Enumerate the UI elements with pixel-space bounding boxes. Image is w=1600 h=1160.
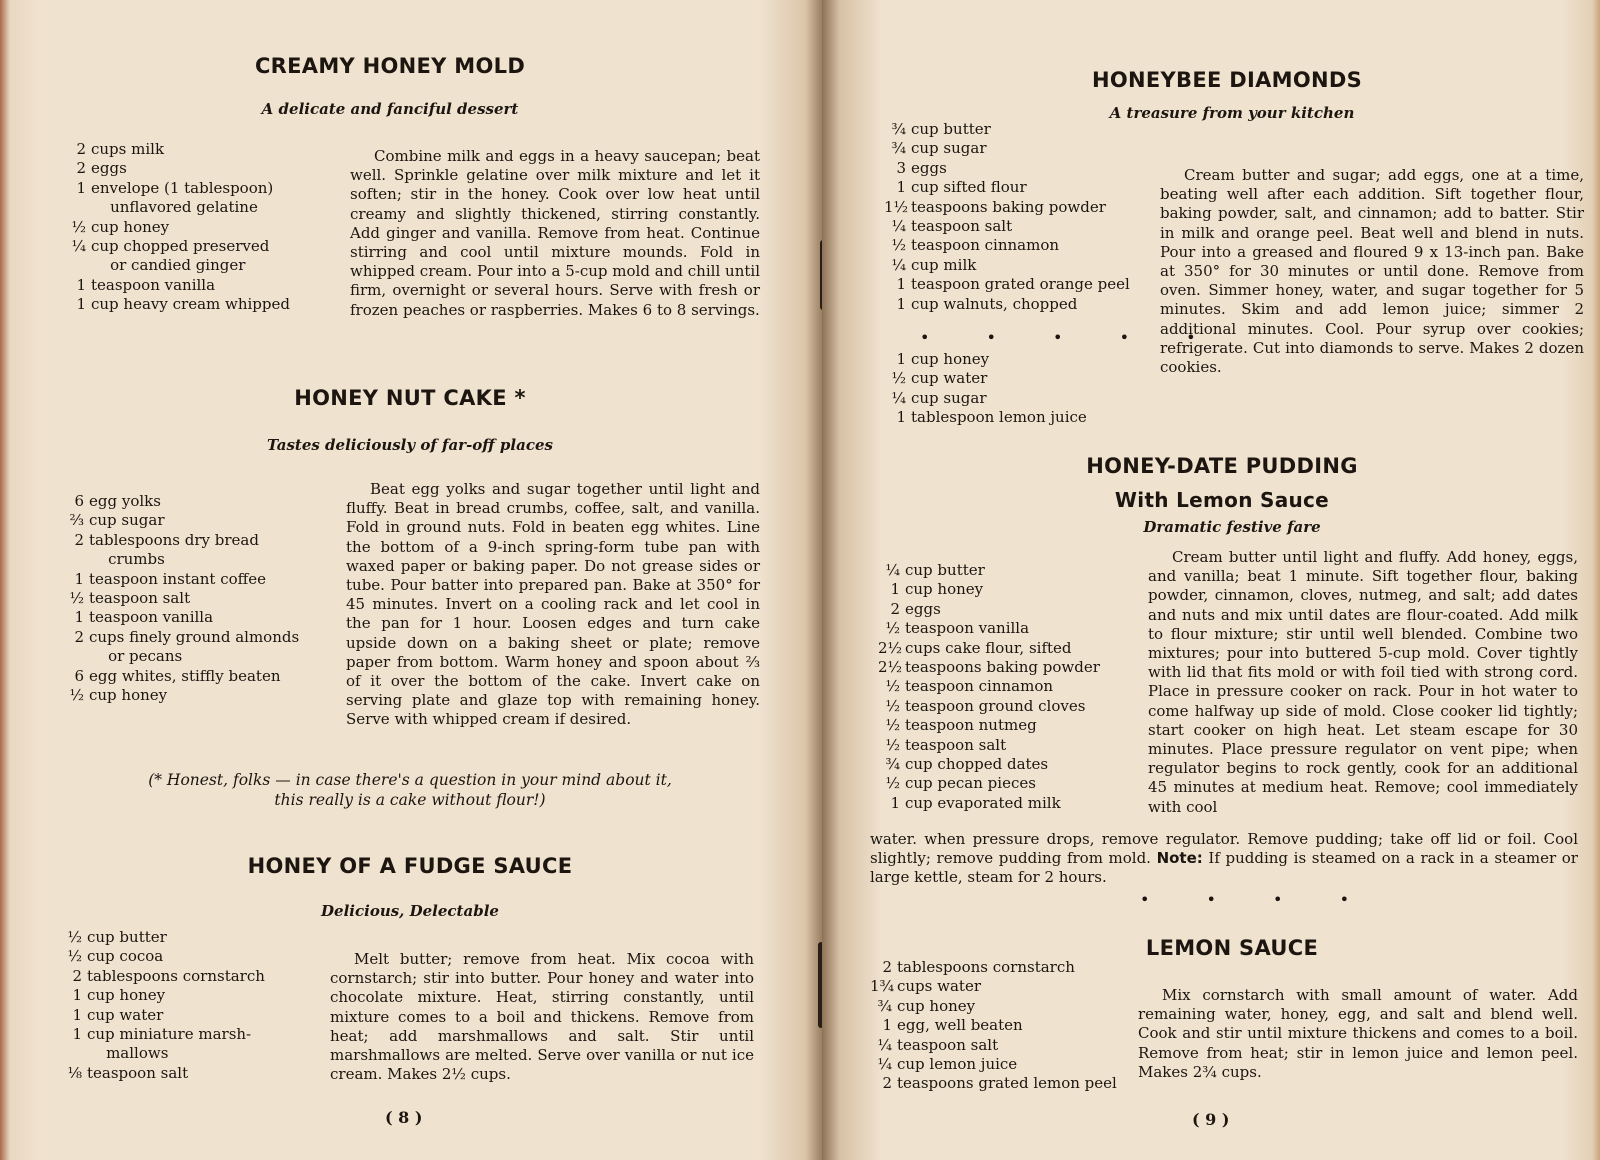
ingredient-quantity: ½ — [885, 774, 900, 793]
ingredient-quantity: 1¾ — [870, 977, 895, 996]
ingredient-quantity: 2½ — [878, 658, 903, 677]
recipe-directions: Cream butter until light and fluffy. Add honey, eggs, and vanilla; beat 1 minute. Sift together flour, baking powder, cinnamon, cloves, nutmeg, and salt; add dates and nuts and mix until dates are flour-coated. Add milk to flour mixture; stir until well blended. Combine two mixtures; pour into buttered 5-cup mold. Cover tightly with lid that fits mold or with foil tied with strong cord. Place in pressure cooker on rack. Pour in hot water to come halfway up side of mold. Close cooker lid tightly; start cooker on high heat. Let steam escape for 30 minutes. Place pressure regulator on vent pipe; when regulator begins to rock gently, cook for an additional 45 minutes at medium heat. Remove; cool immediately with cool — [1148, 548, 1578, 816]
ingredient-quantity: ¾ — [885, 755, 900, 774]
ingredient-text: cup cocoa — [87, 947, 164, 966]
ingredient-quantity: 1½ — [884, 197, 909, 216]
ingredient-item — [62, 570, 299, 589]
ingredient-list — [62, 492, 299, 705]
ingredient-quantity: 2 — [882, 958, 892, 976]
ingredient-quantity: ¼ — [885, 561, 900, 579]
ingredient-quantity: ½ — [885, 735, 900, 754]
ingredient-quantity: 1 — [76, 275, 86, 294]
ingredient-item — [870, 1016, 1117, 1035]
ingredient-text: cup honey — [87, 986, 166, 1005]
recipe-directions: Cream butter and sugar; add eggs, one at a time, beating well after each addition. Sift together flour, baking powder, salt, and cinnamon; add to batter. Stir in milk and orange peel. Beat well and blend in nuts. Pour into a greased and floured 9 x 13-inch pan. Bake at 350° for 30 minutes or until done. Remove from oven. Simmer honey, water, and sugar together for 5 minutes. Skim and add lemon juice; simmer 2 additional minutes. Cool. Pour syrup over cookies; refrigerate. Cut into diamonds to serve. Makes 2 dozen cookies. — [1160, 166, 1584, 377]
ingredient-text: tablespoons dry bread crumbs — [89, 530, 259, 569]
ingredient-list — [64, 140, 290, 315]
ingredient-list — [60, 928, 265, 1083]
ingredient-text: tablespoon lemon juice — [911, 408, 1087, 427]
ingredient-item — [884, 120, 1130, 139]
ingredient-text: teaspoon vanilla — [905, 619, 1030, 638]
recipe-directions: Beat egg yolks and sugar together until light and fluffy. Beat in bread crumbs, coffee, salt, and vanilla. Fold in ground nuts. Fold in beaten egg whites. Line the bottom of a 9-inch spring-form tube pan with waxed paper or baking paper. Do not grease sides or tube. Pour batter into prepared pan. Bake at 350° for 45 minutes. Invert on a cooling rack and let cool in the pan for 1 hour. Loosen edges and turn cake upside down on a baking sheet or plate; remove paper from bottom. Warm honey and spoon about ⅔ of it over the bottom of the cake. Invert cake on serving plate and glaze top with remaining honey. Serve with whipped cream if desired. — [346, 480, 760, 729]
ingredient-item — [62, 628, 299, 667]
ingredient-item — [878, 561, 1100, 580]
ingredient-text: teaspoon vanilla — [91, 275, 216, 294]
separator-dots: • • • • — [1140, 890, 1376, 909]
ingredient-text: cups finely ground almonds or pecans — [89, 627, 300, 666]
ingredient-text: cups cake flour, sifted — [905, 638, 1072, 657]
ingredient-item — [884, 275, 1130, 294]
ingredient-item — [878, 658, 1100, 677]
ingredient-item — [60, 967, 265, 986]
ingredient-item — [878, 600, 1100, 619]
ingredient-quantity: ¼ — [891, 255, 906, 274]
ingredient-item — [870, 1036, 1117, 1055]
recipe-subtitle: A treasure from your kitchen — [1109, 104, 1355, 122]
ingredient-text: teaspoon ground cloves — [905, 696, 1086, 715]
ingredient-text: cup water — [911, 369, 988, 388]
ingredient-text: tablespoons cornstarch — [897, 958, 1075, 976]
ingredient-item — [62, 589, 299, 608]
ingredient-quantity: ⅛ — [67, 1063, 82, 1082]
ingredient-quantity: 3 — [896, 158, 906, 177]
ingredient-list — [884, 350, 1087, 428]
ingredient-quantity: 6 — [74, 666, 84, 685]
ingredient-quantity: 2 — [72, 966, 82, 985]
ingredient-item — [878, 619, 1100, 638]
ingredient-item — [884, 139, 1130, 158]
ingredient-item — [62, 667, 299, 686]
ingredient-quantity: 2 — [76, 140, 86, 158]
ingredient-quantity: ½ — [885, 619, 900, 638]
directions-text: water. when pressure drops, remove regulator. Remove pudding; take off lid or foil. Cool slightly; remove pudding from mold. — [870, 830, 1578, 868]
recipe-title: LEMON SAUCE — [1145, 936, 1319, 960]
ingredient-item — [870, 1055, 1117, 1074]
ingredient-text: teaspoon salt — [89, 589, 191, 608]
ingredient-item — [878, 755, 1100, 774]
ingredient-quantity: 2 — [76, 159, 86, 178]
ingredient-item — [64, 237, 290, 276]
recipe-title-secondary: With Lemon Sauce — [1114, 488, 1330, 512]
ingredient-text: eggs — [905, 599, 941, 618]
ingredient-text: cup butter — [911, 120, 991, 138]
ingredient-text: teaspoon grated orange peel — [911, 275, 1130, 294]
ingredient-item — [884, 236, 1130, 255]
ingredient-item — [62, 492, 299, 511]
ingredient-text: cup sugar — [89, 511, 165, 530]
recipe-subtitle: Dramatic festive fare — [1143, 518, 1321, 536]
ingredient-quantity: ½ — [69, 589, 84, 608]
ingredient-item — [884, 389, 1087, 408]
ingredient-quantity: ½ — [71, 217, 86, 236]
ingredient-quantity: ¼ — [71, 237, 86, 256]
ingredient-quantity: ½ — [69, 686, 84, 705]
ingredient-text: teaspoon cinnamon — [905, 677, 1054, 696]
ingredient-item — [60, 947, 265, 966]
ingredient-text: cup honey — [905, 580, 984, 599]
ingredient-item — [62, 511, 299, 530]
directions-text: If pudding is steamed on a rack in a steamer or large kettle, steam for 2 hours. — [870, 849, 1578, 887]
ingredient-text: eggs — [911, 158, 947, 177]
ingredient-quantity: ¼ — [877, 1035, 892, 1054]
ingredient-quantity: 2 — [882, 1074, 892, 1093]
ingredient-item — [60, 1064, 265, 1083]
ingredient-item — [870, 997, 1117, 1016]
ingredient-quantity: ¼ — [891, 217, 906, 236]
ingredient-text: cup heavy cream whipped — [91, 295, 290, 314]
recipe-title: HONEY-DATE PUDDING — [1086, 454, 1358, 478]
ingredient-text: cup sugar — [911, 139, 987, 158]
page-number: ( 8 ) — [385, 1108, 423, 1127]
ingredient-quantity: 1 — [896, 350, 906, 368]
ingredient-quantity: ¼ — [891, 388, 906, 407]
ingredient-text: cup sugar — [911, 388, 987, 407]
ingredient-quantity: 2 — [74, 530, 84, 549]
ingredient-quantity: 1 — [896, 275, 906, 294]
ingredient-text: teaspoon salt — [87, 1063, 189, 1082]
ingredient-text: cup miniature marsh- mallows — [87, 1025, 252, 1063]
ingredient-list — [870, 958, 1117, 1094]
ingredient-quantity: 1 — [896, 408, 906, 427]
ingredient-quantity: 1 — [76, 295, 86, 314]
ingredient-text: cup water — [87, 1005, 164, 1024]
recipe-directions: Mix cornstarch with small amount of water. Add remaining water, honey, egg, and salt and blend well. Cook and stir until mixture thickens and comes to a boil. Remove from heat; stir in lemon juice and lemon peel. Makes 2¾ cups. — [1138, 986, 1578, 1081]
ingredient-quantity: ½ — [885, 716, 900, 735]
right-page — [822, 0, 1600, 1160]
ingredient-list — [884, 120, 1130, 314]
ingredient-text: cup butter — [905, 561, 985, 579]
ingredient-quantity: 1 — [882, 1016, 892, 1035]
ingredient-quantity: ½ — [67, 928, 82, 946]
ingredient-quantity: ¾ — [891, 120, 906, 138]
ingredient-item — [884, 350, 1087, 369]
ingredient-list — [878, 561, 1100, 813]
separator-dots: • • • • • — [920, 328, 1222, 347]
ingredient-text: cups milk — [91, 140, 165, 158]
page-number: ( 9 ) — [1192, 1110, 1230, 1129]
ingredient-quantity: ¾ — [891, 139, 906, 158]
recipe-directions: Melt butter; remove from heat. Mix cocoa with cornstarch; stir into butter. Pour honey and water into chocolate mixture. Heat, stirring constantly, until mixture comes to a boil and thickens. Remove from heat; add marshmallows and salt. Stir until marshmallows are melted. Serve over vanilla or nut ice cream. Makes 2½ cups. — [330, 950, 754, 1084]
ingredient-quantity: 1 — [74, 569, 84, 588]
ingredient-item — [878, 697, 1100, 716]
ingredient-text: cup walnuts, chopped — [911, 294, 1078, 313]
ingredient-text: teaspoons baking powder — [911, 197, 1106, 216]
ingredient-item — [60, 928, 265, 947]
ingredient-item — [878, 716, 1100, 735]
ingredient-quantity: ½ — [67, 947, 82, 966]
ingredient-item — [884, 408, 1087, 427]
ingredient-text: teaspoon cinnamon — [911, 236, 1060, 255]
ingredient-text: teaspoon instant coffee — [89, 569, 267, 588]
ingredient-text: teaspoon salt — [905, 735, 1007, 754]
ingredient-text: cup chopped preserved or candied ginger — [91, 237, 270, 275]
ingredient-quantity: 1 — [72, 1005, 82, 1024]
ingredient-text: egg whites, stiffly beaten — [89, 666, 281, 685]
ingredient-quantity: 1 — [74, 608, 84, 627]
ingredient-item — [64, 276, 290, 295]
ingredient-item — [878, 580, 1100, 599]
ingredient-text: cup butter — [87, 928, 167, 946]
ingredient-text: egg, well beaten — [897, 1016, 1023, 1035]
ingredient-quantity: ½ — [891, 236, 906, 255]
ingredient-quantity: ½ — [891, 369, 906, 388]
ingredient-quantity: 1 — [890, 793, 900, 812]
ingredient-text: cup evaporated milk — [905, 793, 1061, 812]
ingredient-item — [60, 1006, 265, 1025]
ingredient-text: teaspoons baking powder — [905, 658, 1100, 677]
ingredient-quantity: 2 — [890, 599, 900, 618]
ingredient-quantity: ⅔ — [69, 511, 84, 530]
ingredient-text: envelope (1 tablespoon) unflavored gelatine — [91, 178, 274, 217]
ingredient-text: teaspoon nutmeg — [905, 716, 1037, 735]
ingredient-text: teaspoon salt — [897, 1035, 999, 1054]
ingredient-item — [878, 794, 1100, 813]
ingredient-text: teaspoons grated lemon peel — [897, 1074, 1117, 1093]
recipe-directions-continued — [870, 830, 1578, 888]
ingredient-item — [870, 958, 1117, 977]
recipe-directions: Combine milk and eggs in a heavy saucepan; beat well. Sprinkle gelatine over milk mixture and let it soften; stir in the honey. Cook over low heat until creamy and slightly thickened, stirring constantly. Add ginger and vanilla. Remove from heat. Continue stirring and cool until mixture mounds. Fold in whipped cream. Pour into a 5-cup mold and chill until firm, overnight or several hours. Serve with fresh or frozen peaches or raspberries. Makes 6 to 8 servings. — [350, 147, 760, 319]
ingredient-item — [884, 295, 1130, 314]
ingredient-item — [64, 179, 290, 218]
ingredient-item — [884, 159, 1130, 178]
recipe-title: HONEYBEE DIAMONDS — [1091, 68, 1363, 92]
ingredient-quantity: 6 — [74, 492, 84, 510]
ingredient-quantity: 2½ — [878, 638, 903, 657]
ingredient-text: cup honey — [91, 217, 170, 236]
ingredient-text: tablespoons cornstarch — [87, 966, 265, 985]
footnote: (* Honest, folks — in case there's a question in your mind about it, — [148, 771, 672, 789]
ingredient-quantity: 1 — [896, 294, 906, 313]
ingredient-item — [62, 686, 299, 705]
recipe-subtitle: A delicate and fanciful dessert — [261, 100, 519, 118]
ingredient-text: cup honey — [911, 350, 990, 368]
ingredient-text: cup milk — [911, 255, 977, 274]
ingredient-item — [878, 639, 1100, 658]
ingredient-item — [60, 986, 265, 1005]
ingredient-quantity: ¾ — [877, 996, 892, 1015]
note-label: Note: — [1156, 849, 1203, 868]
recipe-title: HONEY OF A FUDGE SAUCE — [247, 854, 573, 878]
ingredient-quantity: 1 — [72, 1025, 82, 1044]
footnote: this really is a cake without flour!) — [274, 791, 546, 809]
ingredient-text: cup chopped dates — [905, 755, 1049, 774]
ingredient-quantity: 2 — [74, 627, 84, 646]
ingredient-item — [878, 774, 1100, 793]
ingredient-quantity: 1 — [896, 178, 906, 197]
recipe-title: CREAMY HONEY MOLD — [254, 54, 526, 78]
ingredient-quantity: ½ — [885, 677, 900, 696]
ingredient-item — [884, 217, 1130, 236]
ingredient-quantity: 1 — [76, 178, 86, 197]
recipe-subtitle: Delicious, Delectable — [321, 902, 499, 920]
ingredient-text: cup sifted flour — [911, 178, 1027, 197]
ingredient-item — [62, 531, 299, 570]
ingredient-text: cup pecan pieces — [905, 774, 1036, 793]
ingredient-quantity: 1 — [890, 580, 900, 599]
recipe-subtitle: Tastes deliciously of far-off places — [267, 436, 553, 454]
ingredient-text: cup lemon juice — [897, 1055, 1018, 1074]
ingredient-item — [64, 159, 290, 178]
ingredient-item — [62, 608, 299, 627]
ingredient-item — [884, 369, 1087, 388]
ingredient-item — [878, 677, 1100, 696]
ingredient-item — [884, 256, 1130, 275]
ingredient-quantity: 1 — [72, 986, 82, 1005]
ingredient-item — [884, 178, 1130, 197]
ingredient-item — [884, 198, 1130, 217]
ingredient-item — [878, 736, 1100, 755]
ingredient-text: cups water — [897, 977, 981, 996]
ingredient-text: cup honey — [89, 686, 168, 705]
ingredient-text: teaspoon vanilla — [89, 608, 214, 627]
ingredient-quantity: ¼ — [877, 1055, 892, 1074]
ingredient-text: egg yolks — [89, 492, 161, 510]
ingredient-item — [870, 1074, 1117, 1093]
ingredient-item — [64, 295, 290, 314]
ingredient-text: cup honey — [897, 996, 976, 1015]
ingredient-text: eggs — [91, 159, 127, 178]
ingredient-item — [870, 977, 1117, 996]
ingredient-item — [60, 1025, 265, 1064]
ingredient-quantity: ½ — [885, 696, 900, 715]
ingredient-text: teaspoon salt — [911, 217, 1013, 236]
recipe-title: HONEY NUT CAKE * — [294, 386, 526, 410]
ingredient-item — [64, 218, 290, 237]
ingredient-item — [64, 140, 290, 159]
